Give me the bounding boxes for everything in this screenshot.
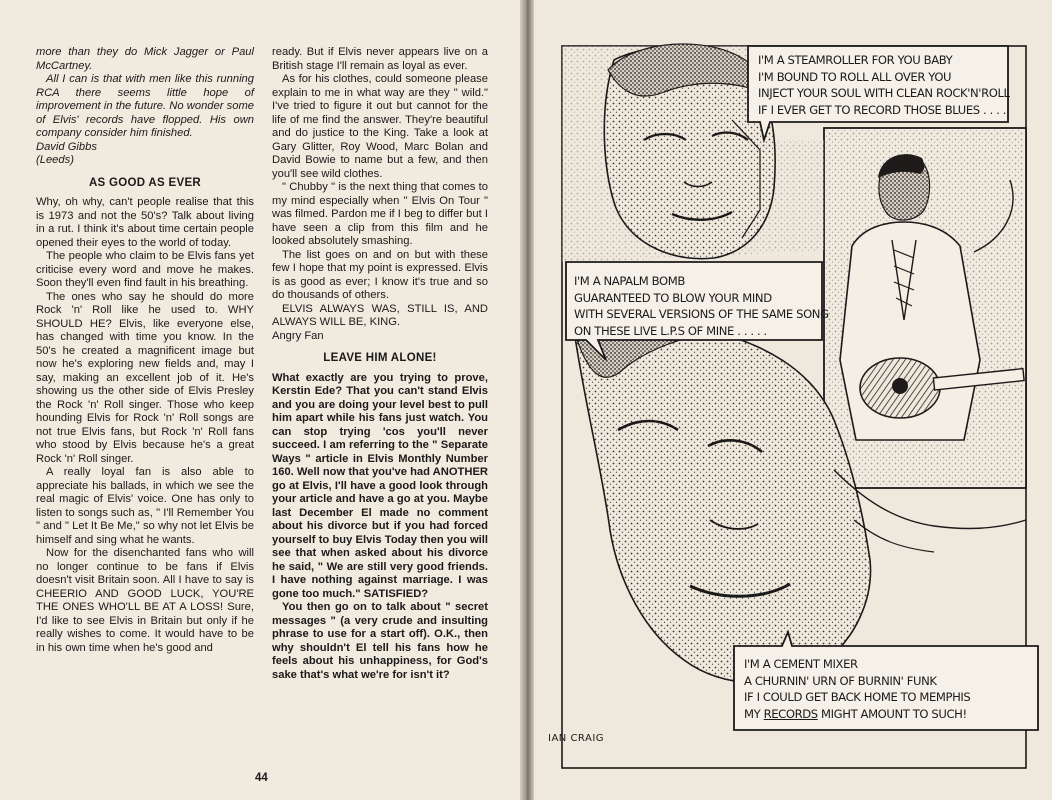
paragraph: ready. But if Elvis never appears live on a British stage I'll remain as loyal as ever.: [272, 46, 488, 72]
stage-performer-drawing: [826, 130, 1024, 486]
paragraph: ELVIS ALWAYS WAS, STILL IS, AND ALWAYS WILL BE, KING.: [272, 302, 488, 328]
artist-signature: IAN CRAIG: [548, 733, 605, 744]
speech-bubble-1-text: I'M A STEAMROLLER FOR YOU BABY I'M BOUND TO ROLL ALL OVER YOU INJECT YOUR SOUL WITH CLEAN ROCK'N'ROLL IF I EVER GET TO RECORD THOSE BLUES . . . .: [758, 53, 1010, 117]
paragraph: more than they do Mick Jagger or Paul McCartney.: [36, 46, 254, 72]
bubble-word: MIGHT AMOUNT TO SUCH!: [821, 706, 967, 721]
paragraph: The people who claim to be Elvis fans yet criticise every word and move he makes. Soon they'll even find fault in his breathing.: [36, 250, 254, 289]
paragraph: The list goes on and on but with these few I hope that my point is expressed. Elvis is as good as ever; I know it's true and so do thousands of others.: [272, 248, 488, 301]
paragraph: What exactly are you trying to prove, Kerstin Ede? That you can't stand Elvis and you are doing your level best to pull him apart while his fans just watch. You can stop trying 'cos you'll never succeed. I am referring to the " Separate Ways " article in Elvis Monthly Number 160. Well now that you've had ANOTHER go at Elvis, I'll have a good look through your article and have a go at you. Maybe last December El made no comment about his divorce but if you had forced yourself to buy Elvis Today then you will see that when asked about his divorce he said, " We are still very good friends. I have nothing against marriage. I was gone too much." SATISFIED?: [272, 371, 488, 600]
letter-signature: Angry Fan: [272, 329, 324, 342]
page-number: 44: [255, 772, 268, 784]
left-page: [0, 0, 520, 800]
paragraph: " Chubby " is the next thing that comes to my mind especially when " Elvis On Tour " was filmed. Pardon me if I beg to differ but I have seen a clip from this film and he looked absolutely smashing.: [272, 181, 488, 247]
paragraph: The ones who say he should do more Rock 'n' Roll like he used to. WHY SHOULD HE? Elvis, like everyone else, has changed with time you know. In the 50's he created a magnificent image but now he's exploring new fields and, may I say, making an excellent job of it. He's showing us the other side of Elvis Presley the Rock 'n' Roll singer. Those who keep hounding Elvis for Rock 'n' Roll songs are not true Elvis fans, but Rock 'n' Roll fans who stood by Elvis because he's a great Rock 'n' Roll singer.: [36, 290, 254, 465]
speech-bubble-2-text: I'M A NAPALM BOMB GUARANTEED TO BLOW YOUR MIND WITH SEVERAL VERSIONS OF THE SAME SONG ON THESE LIVE L.P.S OF MINE . . . . .: [574, 274, 829, 338]
text-column-2: [272, 46, 488, 682]
letter-heading: LEAVE HIM ALONE!: [323, 352, 437, 364]
letter-heading: AS GOOD AS EVER: [88, 176, 202, 189]
bubble-last-line: [744, 706, 970, 723]
paragraph: You then go on to talk about " secret messages " (a very crude and insulting phrase to use for a start off). O.K., then why shouldn't El tell his fans how he feels about his unhappiness, for God's sake that's what we're for isn't it?: [272, 601, 488, 681]
bold-letter: [272, 372, 488, 683]
speech-bubble-3-text: I'M A CEMENT MIXER A CHURNIN' URN OF BURNIN' FUNK IF I COULD GET BACK HOME TO MEMPHIS MY RECORDS MIGHT AMOUNT TO SUCH!: [744, 657, 971, 721]
paragraph: A really loyal fan is also able to appreciate his ballads, in which we see the real magic of Elvis' voice. One has only to listen to songs such as, " I'll Remember You " and " Let It Be Me," so why not let Elvis be himself and sing what he wants.: [36, 466, 254, 546]
book-gutter: [520, 0, 534, 800]
paragraph: Now for the disenchanted fans who will no longer continue to be fans if Elvis doesn't visit Britain soon. All I have to say is CHEERIO AND GOOD LUCK, YOU'RE THE ONES WHO'LL BE AT A LOSS! Sure, I'd like to see Elvis in Britain but only if he really wishes to come. It would have to be in his own time when he's good and: [36, 547, 254, 654]
underlined-word: RECORDS: [763, 706, 818, 721]
text-column-1: [36, 46, 254, 655]
letter-signature: David Gibbs: [36, 140, 97, 153]
right-page: [534, 0, 1052, 800]
letter-signature-place: (Leeds): [36, 154, 74, 166]
paragraph: Why, oh why, can't people realise that this is 1973 and not the 50's? Talk about living in a rut. I think it's about time certain people opened their eyes to the world of today.: [36, 196, 254, 249]
bubble-word: MY: [744, 706, 761, 721]
paragraph: All I can is that with men like this running RCA there seems little hope of improvement in the future. No wonder some of Elvis' records have flopped. His own company consider him finished.: [36, 73, 254, 139]
paragraph: As for his clothes, could someone please explain to me in what way are they " wild." I've tried to figure it out but cannot for the life of me find the answer. They're beautiful and do justice to the King. Take a look at Gary Glitter, Roy Wood, Marc Bolan and David Bowie to name but a few, and then you'll see wild clothes.: [272, 73, 488, 180]
